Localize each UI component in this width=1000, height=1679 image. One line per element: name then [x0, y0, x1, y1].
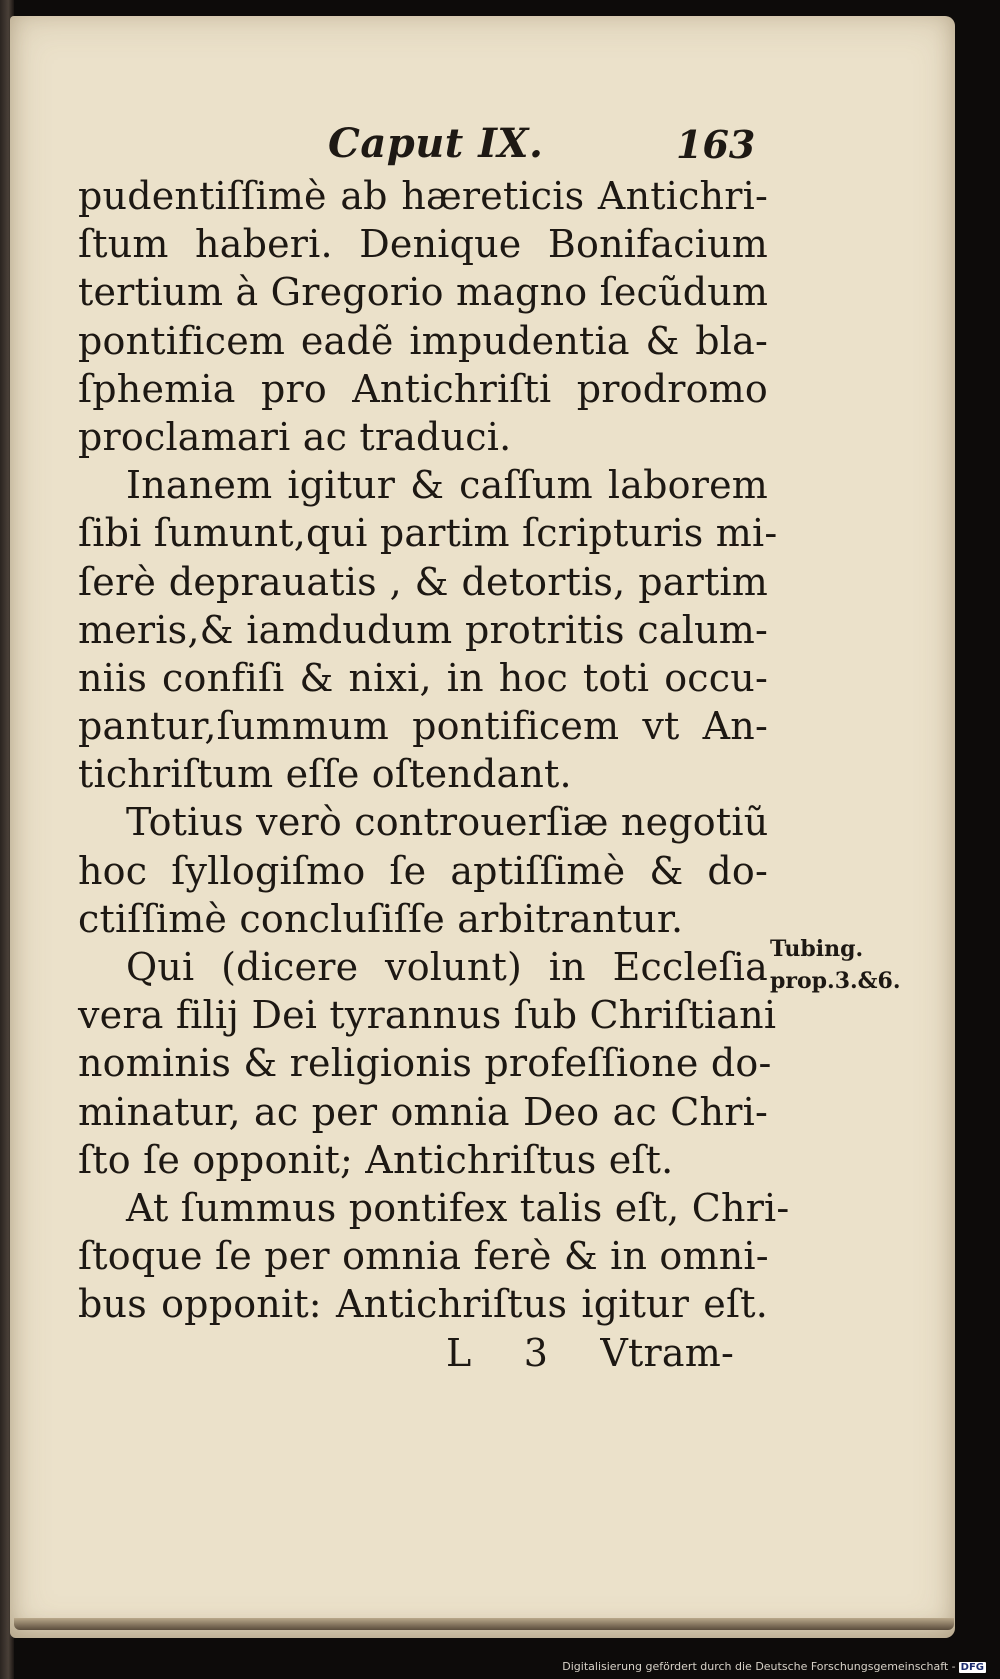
text-line: ſtum haberi. Denique Bonifacium	[78, 222, 768, 267]
text-line: meris,& iamdudum protritis calum-	[78, 607, 768, 652]
page-header	[10, 120, 955, 170]
text-line: Totius verò controuerſiæ negotiũ	[126, 800, 769, 845]
text-line: ſerè deprauatis , & detortis, partim	[78, 559, 768, 604]
signature-line	[78, 1329, 768, 1377]
text-line: hoc ſyllogiſmo ſe aptiſſimè & do-	[78, 848, 768, 893]
credit-text: Digitalisierung gefördert durch die Deutsche Forschungsgemeinschaft -	[562, 1660, 956, 1673]
text-line: At ſummus pontifex talis eſt, Chri-	[126, 1185, 790, 1230]
text-line: ſibi ſumunt,qui partim ſcripturis mi-	[78, 511, 778, 556]
text-line: niis confiſi & nixi, in hoc toti occu-	[78, 655, 768, 700]
text-line: tichriſtum eſſe oſtendant.	[78, 752, 572, 797]
text-line: proclamari ac traduci.	[78, 414, 512, 459]
catchword: Vtram-	[600, 1330, 734, 1375]
text-line: Inanem igitur & caſſum laborem	[126, 463, 768, 508]
text-line: ctiſſimè concluſiſſe arbitrantur.	[78, 896, 684, 941]
text-line: ſtoque ſe per omnia ferè & in omni-	[78, 1234, 769, 1279]
page-number: 163	[676, 122, 756, 167]
marginal-note-line-1: Tubing.	[770, 936, 864, 962]
dfg-logo: DFG	[960, 1662, 984, 1673]
text-line: pontificem eadẽ impudentia & bla-	[78, 318, 768, 363]
text-line: ſphemia pro Antichriſti prodromo	[78, 366, 768, 411]
running-head: Caput IX.	[328, 120, 544, 167]
text-line: ſto ſe opponit; Antichriſtus eſt.	[78, 1137, 674, 1182]
text-line: minatur, ac per omnia Deo ac Chri-	[78, 1089, 768, 1134]
text-line: bus opponit: Antichriſtus igitur eſt.	[78, 1282, 768, 1327]
page-bottom-edge	[14, 1618, 954, 1630]
digitization-credit	[562, 1660, 986, 1673]
signature-mark: L 3	[446, 1330, 549, 1375]
book-page	[10, 16, 955, 1638]
marginal-note-line-2: prop.3.&6.	[770, 968, 901, 994]
text-line: tertium à Gregorio magno ſecũdum	[78, 270, 769, 315]
text-line: Qui (dicere volunt) in Eccleſia	[126, 945, 768, 989]
text-line: vera filij Dei tyrannus ſub Chriſtiani	[78, 993, 777, 1038]
body-text	[78, 172, 790, 1377]
text-line: pantur,ſummum pontificem vt An-	[78, 704, 768, 749]
text-line: pudentiſſimè ab hæreticis Antichri-	[78, 174, 768, 218]
text-line: nominis & religionis profeſſione do-	[78, 1041, 772, 1086]
